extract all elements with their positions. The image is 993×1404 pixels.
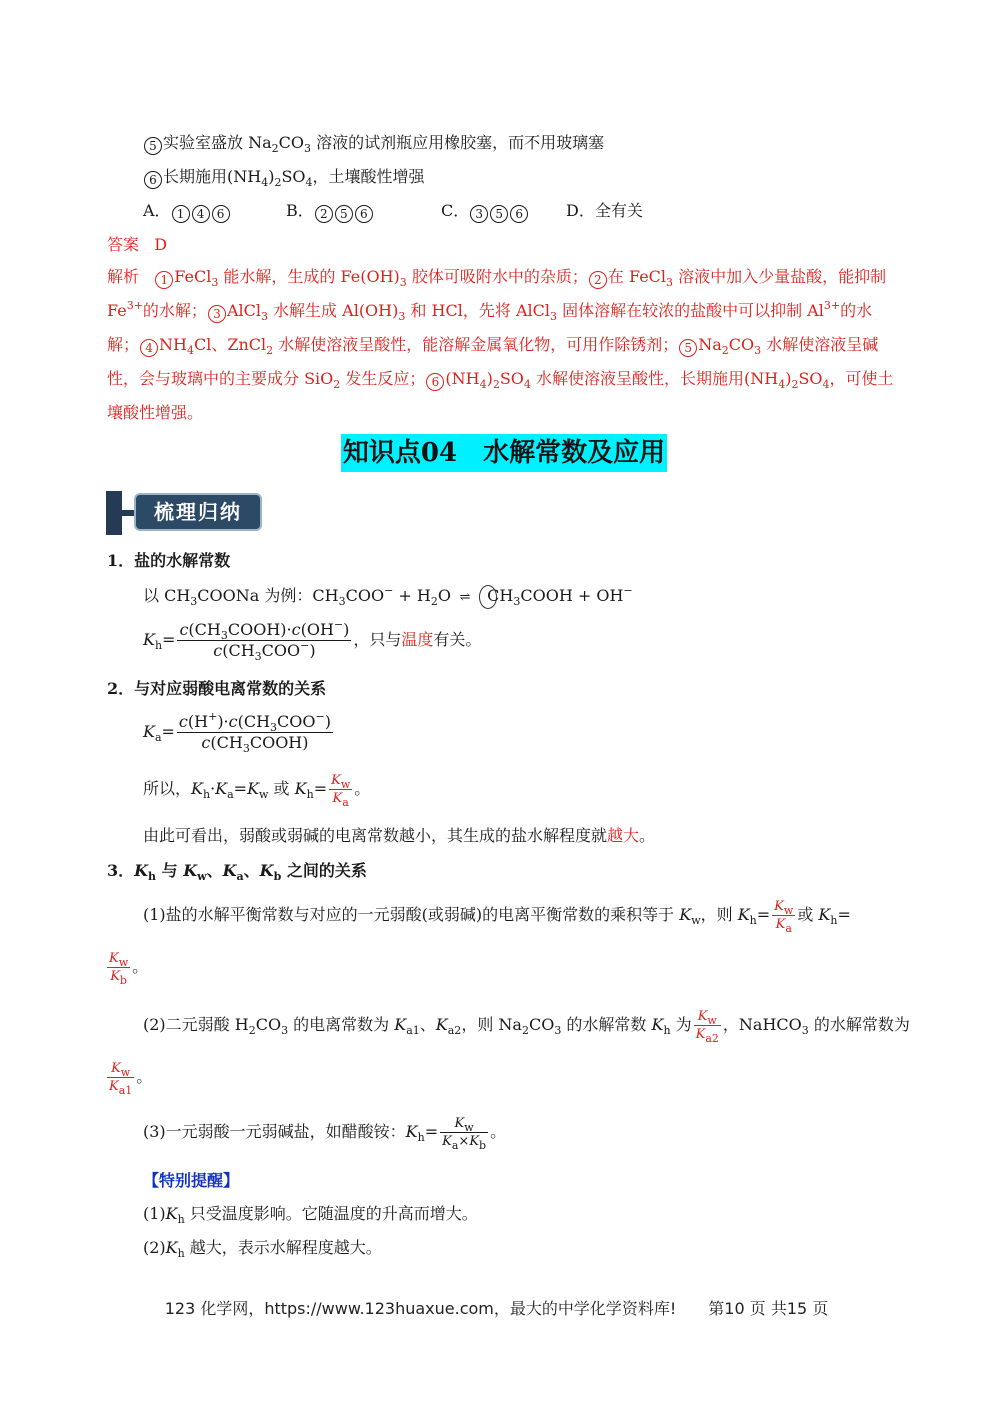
s3-p3: (3)一元弱酸一元弱碱盐，如醋酸铵：$K_h=$ $\frac{K_w}{K_a\times K_b}$ 。 [143,1116,507,1152]
answer-line [107,232,167,255]
s2-highlight: 越大 [607,826,640,845]
s1-example: 以 $CH_3COONa$ 为例：$CH_3COO^- + H_2O$ ⇌ $CH_3COOH + OH^-$ [143,584,633,608]
s2-conclusion: 由此可看出，弱酸或弱碱的电离常数越小，其生成的盐水解程度就越大。 [143,826,656,845]
s1-highlight: 温度 [401,630,434,649]
tip-2: $(2)K_h$ 越大，表示水解程度越大。 [143,1238,382,1260]
option-b: B． 2 5 6 [286,198,374,223]
s2-relation: 所以，$K_h\cdot K_a=K_w$ 或 $K_h=$ $\frac{K_w}{K_a}$ 。 [143,773,371,809]
analysis-paragraph: 解析 1 FeCl$_3$ 能水解，生成的 $Fe(OH)_3$ 胶体可吸附水中的杂质； 2 在 FeCl$_3$ 溶液中加入少量盐酸，能抑制 $Fe^{3+}$的水解； 3 AlCl$_3$ 水解生成 $Al(OH)_3$ 和 HCl，先将 AlCl$_3$ 固体溶解在较浓的盐酸中可以抑制 $Al^{3+}$的水解； 4 $NH_4Cl$、ZnCl$_2$ 水解使溶液呈酸性，能溶解金属氧化物，可用作除锈剂； 5 $Na_2CO_3$ 水解使溶液呈碱性，会与玻璃中的主要成分 SiO$_2$ 发生反应； 6 $(NH_4)_2SO_4$ 水解使溶液呈酸性，长期施用$(NH_4)_2SO_4$，可使土壤酸性增强。 [107,267,894,422]
banner-label: 梳理归纳 [134,493,262,531]
s2-title: 2．与对应弱酸电离常数的关系 [107,679,327,698]
s3-p1-cont: $\frac{K_w}{K_b}$ 。 [109,951,149,987]
answer-label: 答案 [107,235,140,254]
question-item-6: 6 长期施用$(NH_4)_2SO_4$，土壤酸性增强 [143,164,425,189]
option-a: A． 1 4 6 [143,198,231,223]
section-heading: 知识点04 水解常数及应用 [341,434,667,472]
page-footer: 123 化学网，https://www.123huaxue.com，最大的中学化学资料库! 第10 页 共15 页 [164,1299,829,1318]
s1-title: 1．盐的水解常数 [107,551,231,570]
s3-title: 3．$K_h$ 与 $K_w$、$K_a$、$K_b$ 之间的关系 [107,861,367,883]
question-item-5: 5 实验室盛放 $Na_2CO_3$ 溶液的试剂瓶应用橡胶塞，而不用玻璃塞 [143,130,604,155]
summary-banner [106,491,264,535]
tip-1: $(1)K_h$ 只受温度影响。它随温度的升高而增大。 [143,1204,478,1226]
tips-title: 【特别提醒】 [143,1171,240,1190]
s3-p1: (1)盐的水解平衡常数与对应的一元弱酸(或弱碱)的电离平衡常数的乘积等于 $K_w$，则 $K_h=$ $\frac{K_w}{K_a}$ 或 $K_h=$ [143,899,851,935]
circled-5-icon: 5 [144,137,162,155]
s2-ka-formula: $K_a=$ $\frac{c(H^+)\cdot c(CH_3COO^-)}{c(CH_3COOH)}$ [143,710,331,755]
circled-6-icon: 6 [144,171,162,189]
option-c: C． 3 5 6 [441,198,529,223]
equilibrium-arrow-icon: ⇌ [459,590,471,605]
option-d: D．全有关 [566,201,643,220]
circle-mark-icon [479,585,497,609]
s3-p2: (2)二元弱酸 $H_2CO_3$ 的电离常数为 $K_{a1}$、$K_{a2}$，则 $Na_2CO_3$ 的水解常数 $K_h$ 为 $\frac{K_w}{K_{a2}}$ ，NaHCO$_3$ 的水解常数为 [143,1009,910,1045]
analysis-label: 解析 [107,267,140,286]
answer-value: D [154,235,168,254]
s3-p2-cont: $\frac{K_w}{K_{a1}}$ 。 [109,1061,153,1097]
s1-kh-formula: $K_h=$ $\frac{c(CH_3COOH)\cdot c(OH^-)}{c(CH_3COO^-)}$ ，只与温度有关。 [143,618,482,663]
